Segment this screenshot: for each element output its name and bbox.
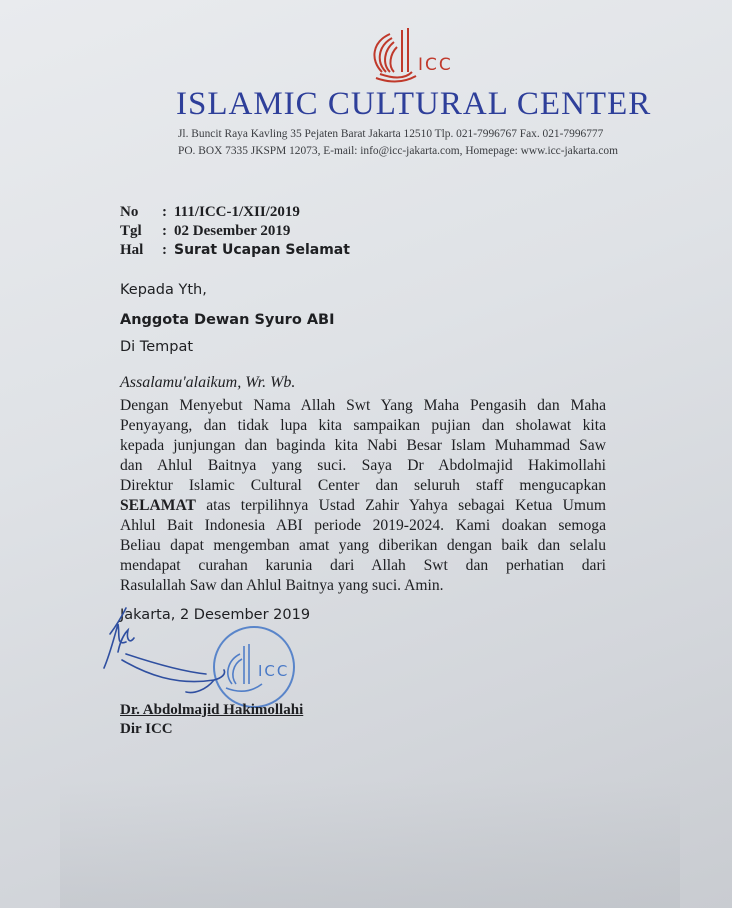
letter-meta [120,204,350,261]
handwritten-signature [96,594,236,704]
recipient: Anggota Dewan Syuro ABI [120,312,335,328]
number-separator: : [162,204,167,220]
icc-logo [362,20,462,90]
body-line: mendapat curahan karunia dari Allah Swt dan perhatian dari [120,557,606,574]
body-line: Beliau dapat mengemban amat yang diberikan dengan baik dan selalu [120,537,606,554]
date-value: 02 Desember 2019 [174,223,291,239]
date-label: Tgl [120,223,142,239]
organization-name: ISLAMIC CULTURAL CENTER [176,86,652,122]
body-line: Direktur Islamic Cultural Center dan seluruh staff mengucapkan [120,477,606,494]
date-separator: : [162,223,167,239]
body-line: atas terpilihnya Ustad Zahir Yahya sebagai Ketua Umum [206,497,606,514]
salutation: Kepada Yth, [120,282,207,298]
body-emphasis: SELAMAT [120,497,196,514]
body-line: dan Ahlul Baitnya yang suci. Saya Dr Abdolmajid Hakimollahi [120,457,606,474]
body-line: Penyayang, dan tidak lupa kita sampaikan pujian dan sholawat kita [120,417,606,434]
number-label: No [120,204,139,220]
greeting: Assalamu'alaikum, Wr. Wb. [120,374,296,391]
body-line: kepada junjungan dan baginda kita Nabi Besar Islam Muhammad Saw [120,437,606,454]
letter-body [120,396,606,596]
body-line: Ahlul Bait Indonesia ABI periode 2019-2024. Kami doakan semoga [120,517,606,534]
subject-label: Hal [120,242,144,258]
paper-shadow [60,780,680,908]
meta-date-row [120,223,350,242]
subject-separator: : [162,242,167,258]
number-value: 111/ICC-1/XII/2019 [174,204,300,220]
stamp-text: ICC [258,662,290,680]
body-line-emphasis [120,496,606,516]
meta-subject-row [120,242,350,261]
signer-title: Dir ICC [120,721,173,737]
meta-number-row [120,204,350,223]
recipient-place: Di Tempat [120,339,194,355]
city-date: Jakarta, 2 Desember 2019 [120,607,311,623]
signer-name: Dr. Abdolmajid Hakimollahi [120,702,304,718]
body-line: Rasulallah Saw dan Ahlul Baitnya yang suci. Amin. [120,577,444,594]
address-line-1: Jl. Buncit Raya Kavling 35 Pejaten Barat Jakarta 12510 Tlp. 021-7996767 Fax. 021-7996777 [178,128,604,140]
subject-value: Surat Ucapan Selamat [174,242,350,258]
body-line: Dengan Menyebut Nama Allah Swt Yang Maha Pengasih dan Maha [120,397,606,414]
address-line-2: PO. BOX 7335 JKSPM 12073, E-mail: info@icc-jakarta.com, Homepage: www.icc-jakarta.com [178,145,618,157]
logo-text: ICC [418,55,453,75]
